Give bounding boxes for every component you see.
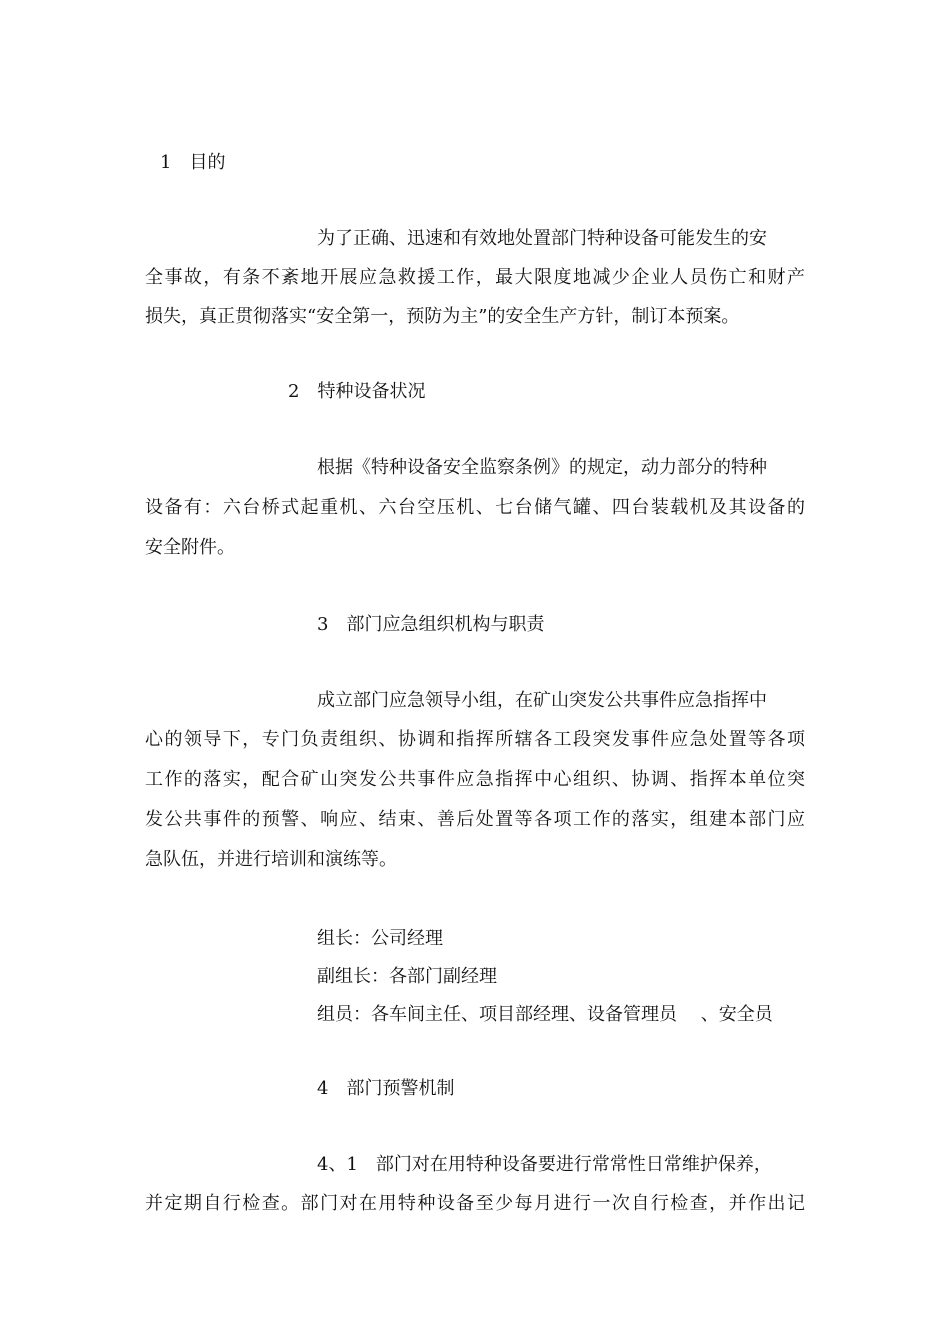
section-2-heading: 2 特种设备状况 [288, 381, 426, 402]
section-2-paragraph-line-3: 安全附件。 [145, 537, 235, 558]
section-4-heading: 4 部门预警机制 [317, 1078, 455, 1099]
members-line: 组员：各车间主任、项目部经理、设备管理员 、安全员 [317, 1004, 773, 1025]
section-3-paragraph-line-4: 发公共事件的预警、响应、结束、善后处置等各项工作的落实，组建本部门应 [145, 809, 805, 830]
deputy-leader-line: 副组长：各部门副经理 [317, 966, 497, 987]
section-3-paragraph-line-3: 工作的落实，配合矿山突发公共事件应急指挥中心组织、协调、指挥本单位突 [145, 769, 805, 790]
section-3-paragraph-line-5: 急队伍，并进行培训和演练等。 [145, 849, 397, 870]
section-3-paragraph-line-1: 成立部门应急领导小组，在矿山突发公共事件应急指挥中 [317, 690, 767, 711]
section-4-paragraph-line-2: 并定期自行检查。部门对在用特种设备至少每月进行一次自行检查，并作出记 [145, 1193, 805, 1214]
section-1-paragraph-line-1: 为了正确、迅速和有效地处置部门特种设备可能发生的安 [317, 228, 767, 249]
section-4-paragraph-line-1: 4、1 部门对在用特种设备要进行常常性日常维护保养， [317, 1154, 772, 1175]
leader-line: 组长：公司经理 [317, 928, 443, 949]
section-1-paragraph-line-2: 全事故，有条不紊地开展应急救援工作，最大限度地减少企业人员伤亡和财产 [145, 267, 805, 288]
section-2-paragraph-line-2: 设备有：六台桥式起重机、六台空压机、七台储气罐、四台装载机及其设备的 [145, 497, 805, 518]
section-1-paragraph-line-3: 损失，真正贯彻落实“安全第一，预防为主”的安全生产方针，制订本预案。 [145, 306, 740, 327]
section-3-heading: 3 部门应急组织机构与职责 [317, 614, 545, 635]
section-3-paragraph-line-2: 心的领导下，专门负责组织、协调和指挥所辖各工段突发事件应急处置等各项 [145, 729, 805, 750]
section-2-paragraph-line-1: 根据《特种设备安全监察条例》的规定，动力部分的特种 [317, 457, 767, 478]
section-1-heading: 1 目的 [160, 152, 226, 173]
